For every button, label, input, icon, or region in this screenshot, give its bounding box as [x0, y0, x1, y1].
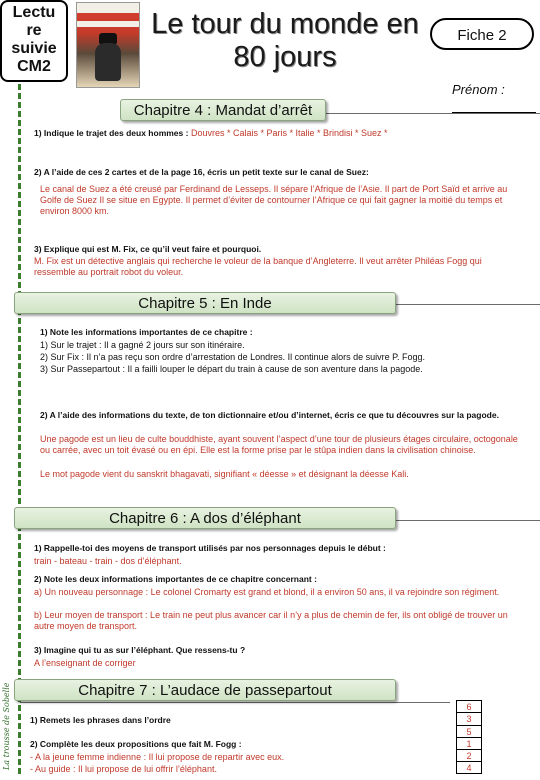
order-answer-5: 2 — [457, 750, 481, 762]
ch6-q2-a: a) Un nouveau personnage : Le colonel Cromarty est grand et blond, il a environ 50 ans, il va rejoindre son régiment. — [34, 587, 500, 597]
chapter4-heading: Chapitre 4 : Mandat d’arrêt — [120, 99, 326, 121]
ch4-q1-label: 1) Indique le trajet des deux hommes : — [34, 128, 189, 138]
title-line-2: 80 jours — [233, 41, 337, 73]
order-answer-2: 3 — [457, 713, 481, 725]
title-line-1: Le tour du monde en — [151, 8, 419, 40]
order-answer-4: 1 — [457, 738, 481, 750]
ch6-q1-label: 1) Rappelle-toi des moyens de transport utilisés par nos personnages depuis le début : — [34, 543, 386, 553]
chapter7-heading: Chapitre 7 : L’audace de passepartout — [14, 679, 396, 701]
order-answer-3: 5 — [457, 726, 481, 738]
order-answer-6: 4 — [466, 763, 472, 774]
book-cover-image — [76, 2, 140, 88]
chapter6-heading: Chapitre 6 : A dos d’éléphant — [14, 507, 396, 529]
ch6-q3-answer: A l’enseignant de corriger — [34, 658, 136, 668]
ch4-q2-answer: Le canal de Suez a été creusé par Ferdinand de Lesseps. Il sépare l’Afrique de l’Asie. Il part de Port Saïd et arrive au Golfe de Suez Il se situe en Egypte. Il permet d’éviter de contourner l’Afrique ce qui fait gagner la moitié du temps et environ 8000 km. — [40, 184, 508, 216]
badge-line-3: suivie — [11, 40, 57, 57]
level-badge — [0, 0, 68, 82]
ch4-q3-answer: M. Fix est un détective anglais qui recherche le voleur de la banque d’Angleterre. Il veut arrêter Philéas Fogg qui ressemble au portrait robot du voleur. — [34, 256, 482, 277]
ch7-q1-label: 1) Remets les phrases dans l’ordre — [30, 715, 171, 725]
ch4-q3-label: 3) Explique qui est M. Fix, ce qu’il veut faire et pourquoi. — [34, 244, 262, 254]
ch5-q1-line-3: 3) Sur Passepartout : Il a failli louper le départ du train à cause de son aventure dans la pagode. — [40, 364, 423, 374]
ch7-q2-line-2: - Au guide : Il lui propose de lui offrir l’éléphant. — [30, 764, 217, 774]
ch5-q2-answer-1: Une pagode est un lieu de culte bouddhiste, ayant souvent l’aspect d’une tour de plusieurs étages circulaire, octogonale ou carrée, avec un toit évasé ou en épi. Elle est la forme prise par le stûpa indien dans la civilisation chinoise. — [40, 434, 518, 455]
fiche-badge: Fiche 2 — [430, 18, 534, 50]
ch6-q3-label: 3) Imagine qui tu as sur l’éléphant. Que ressens-tu ? — [34, 645, 246, 655]
ch5-q1-line-2: 2) Sur Fix : Il n’a pas reçu son ordre d’arrestation de Londres. Il continue alors de suivre P. Fogg. — [40, 352, 426, 362]
order-answer-box — [456, 700, 482, 774]
page-title — [140, 8, 430, 74]
ch6-q1-answer: train - bateau - train - dos d’éléphant. — [34, 556, 182, 566]
ch6-q2-label: 2) Note les deux informations importantes de ce chapitre concernant : — [34, 574, 317, 584]
ch4-q2-label: 2) A l’aide de ces 2 cartes et de la page 16, écris un petit texte sur le canal de Suez: — [34, 167, 369, 177]
prenom-label: Prénom : — [452, 82, 505, 97]
brand-signature: La trousse de Sobelle — [2, 682, 11, 770]
left-dashed-border — [18, 84, 21, 774]
badge-line-4: CM2 — [17, 58, 51, 75]
badge-line-2: re — [26, 22, 42, 39]
ch6-q2-b: b) Leur moyen de transport : Le train ne peut plus avancer car il n’y a plus de chemin de fer, ils ont obligé de trouver un autre moyen de transport. — [34, 610, 508, 631]
ch5-q2-answer-2: Le mot pagode vient du sanskrit bhagavati, signifiant « déesse » et désignant la déesse Kali. — [40, 469, 409, 479]
ch5-q2-label: 2) A l’aide des informations du texte, de ton dictionnaire et/ou d’internet, écris ce que tu découvres sur la pagode. — [40, 410, 499, 420]
chapter5-heading: Chapitre 5 : En Inde — [14, 292, 396, 314]
ch5-q1-line-1: 1) Sur le trajet : Il a gagné 2 jours sur son itinéraire. — [40, 340, 245, 350]
badge-line-1: Lectu — [12, 4, 56, 21]
chapter7-rule — [20, 702, 450, 703]
ch7-q2-line-1: - A la jeune femme indienne : Il lui propose de repartir avec eux. — [30, 752, 285, 762]
ch7-q2-label: 2) Complète les deux propositions que fait M. Fogg : — [30, 739, 242, 749]
order-answer-1: 6 — [457, 701, 481, 713]
ch4-q1 — [34, 128, 534, 139]
ch4-q1-answer: Douvres * Calais * Paris * Italie * Brindisi * Suez * — [188, 128, 388, 138]
ch5-q1-label: 1) Note les informations importantes de ce chapitre : — [40, 327, 253, 337]
